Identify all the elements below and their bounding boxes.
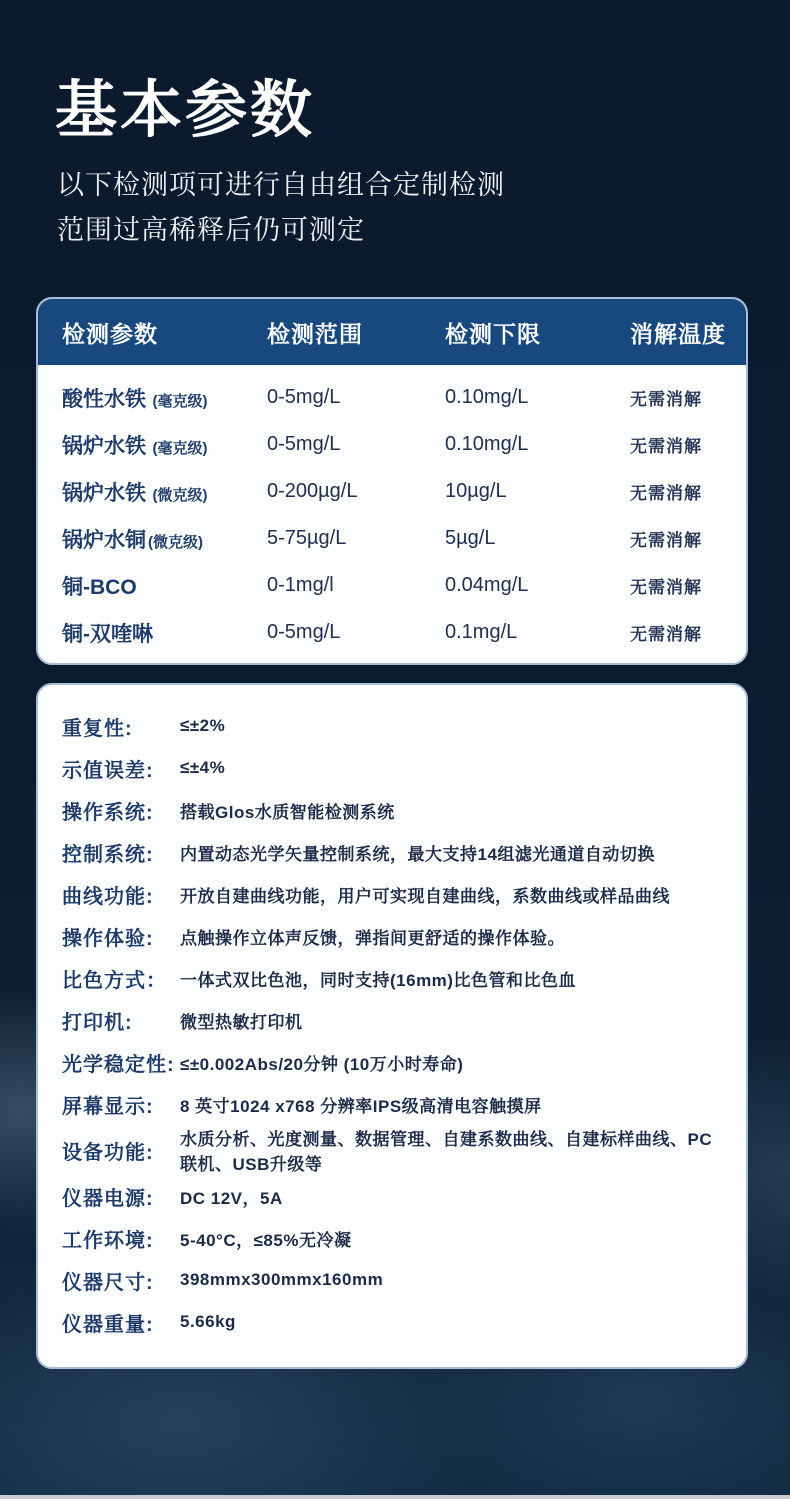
- table-body: [38, 365, 746, 663]
- spec-label: 设备功能:: [62, 1141, 154, 1164]
- param-name-cell: [62, 430, 267, 460]
- param-range: 0-5mg/L: [267, 386, 341, 409]
- spec-row: [62, 705, 724, 747]
- param-range: 0-5mg/L: [267, 433, 341, 456]
- param-limit: 10µg/L: [445, 480, 507, 503]
- spec-label: 示值误差:: [62, 759, 154, 782]
- spec-label: 操作系统:: [62, 801, 154, 824]
- spec-row: [62, 1041, 724, 1083]
- spec-value: 398mmx300mmx160mm: [180, 1270, 384, 1290]
- table-header-param: 检测参数: [62, 320, 158, 347]
- table-header-range: 检测范围: [267, 320, 363, 347]
- param-name: 铜-双喹啉: [62, 622, 153, 646]
- spec-list-panel: [36, 683, 748, 1369]
- spec-value: 水质分析、光度测量、数据管理、自建系数曲线、自建标样曲线、PC联机、USB升级等: [180, 1130, 713, 1175]
- spec-value: ≤±0.002Abs/20分钟 (10万小时寿命): [180, 1054, 464, 1074]
- spec-value: ≤±2%: [180, 716, 226, 736]
- table-row: [38, 609, 746, 656]
- param-range: 0-200µg/L: [267, 480, 358, 503]
- param-grade: (毫克级): [152, 392, 208, 410]
- param-digestion: 无需消解: [630, 625, 702, 645]
- table-header-digestion: 消解温度: [630, 320, 726, 347]
- param-range: 5-75µg/L: [267, 527, 347, 550]
- param-limit: 0.10mg/L: [445, 386, 529, 409]
- table-header-row: [38, 299, 746, 365]
- spec-label: 重复性:: [62, 717, 133, 740]
- param-name: 酸性水铁: [62, 387, 146, 411]
- param-digestion: 无需消解: [630, 531, 702, 551]
- spec-label: 打印机:: [62, 1011, 133, 1034]
- spec-row: [62, 999, 724, 1041]
- param-name: 锅炉水铜: [62, 528, 146, 552]
- spec-value: 8 英寸1024 x768 分辨率IPS级高清电容触摸屏: [180, 1096, 542, 1116]
- spec-value: 开放自建曲线功能，用户可实现自建曲线，系数曲线或样品曲线: [180, 886, 670, 906]
- spec-label: 比色方式：: [62, 969, 167, 992]
- spec-row: [62, 1301, 724, 1343]
- spec-row: [62, 1125, 724, 1175]
- param-name-cell: [62, 383, 267, 413]
- spec-value: 5-40°C，≤85%无冷凝: [180, 1230, 352, 1250]
- spec-row: [62, 747, 724, 789]
- param-range: 0-1mg/l: [267, 574, 334, 597]
- spec-label: 控制系统:: [62, 843, 154, 866]
- param-limit: 0.04mg/L: [445, 574, 529, 597]
- spec-value: 点触操作立体声反馈，弹指间更舒适的操作体验。: [180, 928, 565, 948]
- spec-label: 光学稳定性:: [62, 1053, 175, 1076]
- param-digestion: 无需消解: [630, 578, 702, 598]
- spec-label: 仪器尺寸:: [62, 1271, 154, 1294]
- spec-row: [62, 1217, 724, 1259]
- table-row: [38, 468, 746, 515]
- spec-row: [62, 957, 724, 999]
- spec-value: DC 12V，5A: [180, 1188, 283, 1208]
- param-limit: 5µg/L: [445, 527, 496, 550]
- param-name: 铜-BCO: [62, 575, 137, 599]
- param-range: 0-5mg/L: [267, 621, 341, 644]
- param-name: 锅炉水铁: [62, 481, 146, 505]
- spec-label: 曲线功能:: [62, 885, 154, 908]
- spec-value: 搭载Glos水质智能检测系统: [180, 802, 395, 822]
- param-name-cell: [62, 618, 267, 648]
- spec-label: 操作体验:: [62, 927, 154, 950]
- param-grade: (微克级): [152, 486, 208, 504]
- spec-row: [62, 915, 724, 957]
- spec-label: 工作环境:: [62, 1229, 154, 1252]
- param-name-cell: [62, 571, 267, 601]
- spec-row: [62, 1259, 724, 1301]
- table-header-limit: 检测下限: [445, 320, 541, 347]
- param-grade: (毫克级): [152, 439, 208, 457]
- spec-row: [62, 789, 724, 831]
- param-grade: (微克级): [148, 533, 203, 551]
- param-name-cell: [62, 477, 267, 507]
- spec-label: 仪器重量:: [62, 1313, 154, 1336]
- table-row: [38, 562, 746, 609]
- subtitle-line-1: 以下检测项可进行自由组合定制检测: [57, 170, 505, 201]
- spec-row: [62, 831, 724, 873]
- spec-label: 仪器电源:: [62, 1187, 154, 1210]
- detection-table-panel: [36, 297, 748, 665]
- table-row: [38, 515, 746, 562]
- bottom-divider: [0, 1495, 790, 1499]
- spec-row: [62, 873, 724, 915]
- spec-value: 5.66kg: [180, 1312, 236, 1332]
- param-limit: 0.1mg/L: [445, 621, 518, 644]
- param-limit: 0.10mg/L: [445, 433, 529, 456]
- page-title: 基本参数: [55, 76, 316, 145]
- table-row: [38, 374, 746, 421]
- spec-label: 屏幕显示:: [62, 1095, 154, 1118]
- spec-row: [62, 1083, 724, 1125]
- param-digestion: 无需消解: [630, 437, 702, 457]
- spec-value: ≤±4%: [180, 758, 226, 778]
- param-name-cell: [62, 524, 267, 554]
- table-row: [38, 421, 746, 468]
- spec-value: 一体式双比色池，同时支持(16mm)比色管和比色血: [180, 970, 576, 990]
- spec-value: 微型热敏打印机: [180, 1012, 303, 1032]
- param-name: 锅炉水铁: [62, 434, 146, 458]
- param-digestion: 无需消解: [630, 390, 702, 410]
- spec-value: 内置动态光学矢量控制系统，最大支持14组滤光通道自动切换: [180, 844, 655, 864]
- page-subtitle: [57, 163, 790, 253]
- spec-row: [62, 1175, 724, 1217]
- param-digestion: 无需消解: [630, 484, 702, 504]
- subtitle-line-2: 范围过高稀释后仍可测定: [57, 215, 365, 246]
